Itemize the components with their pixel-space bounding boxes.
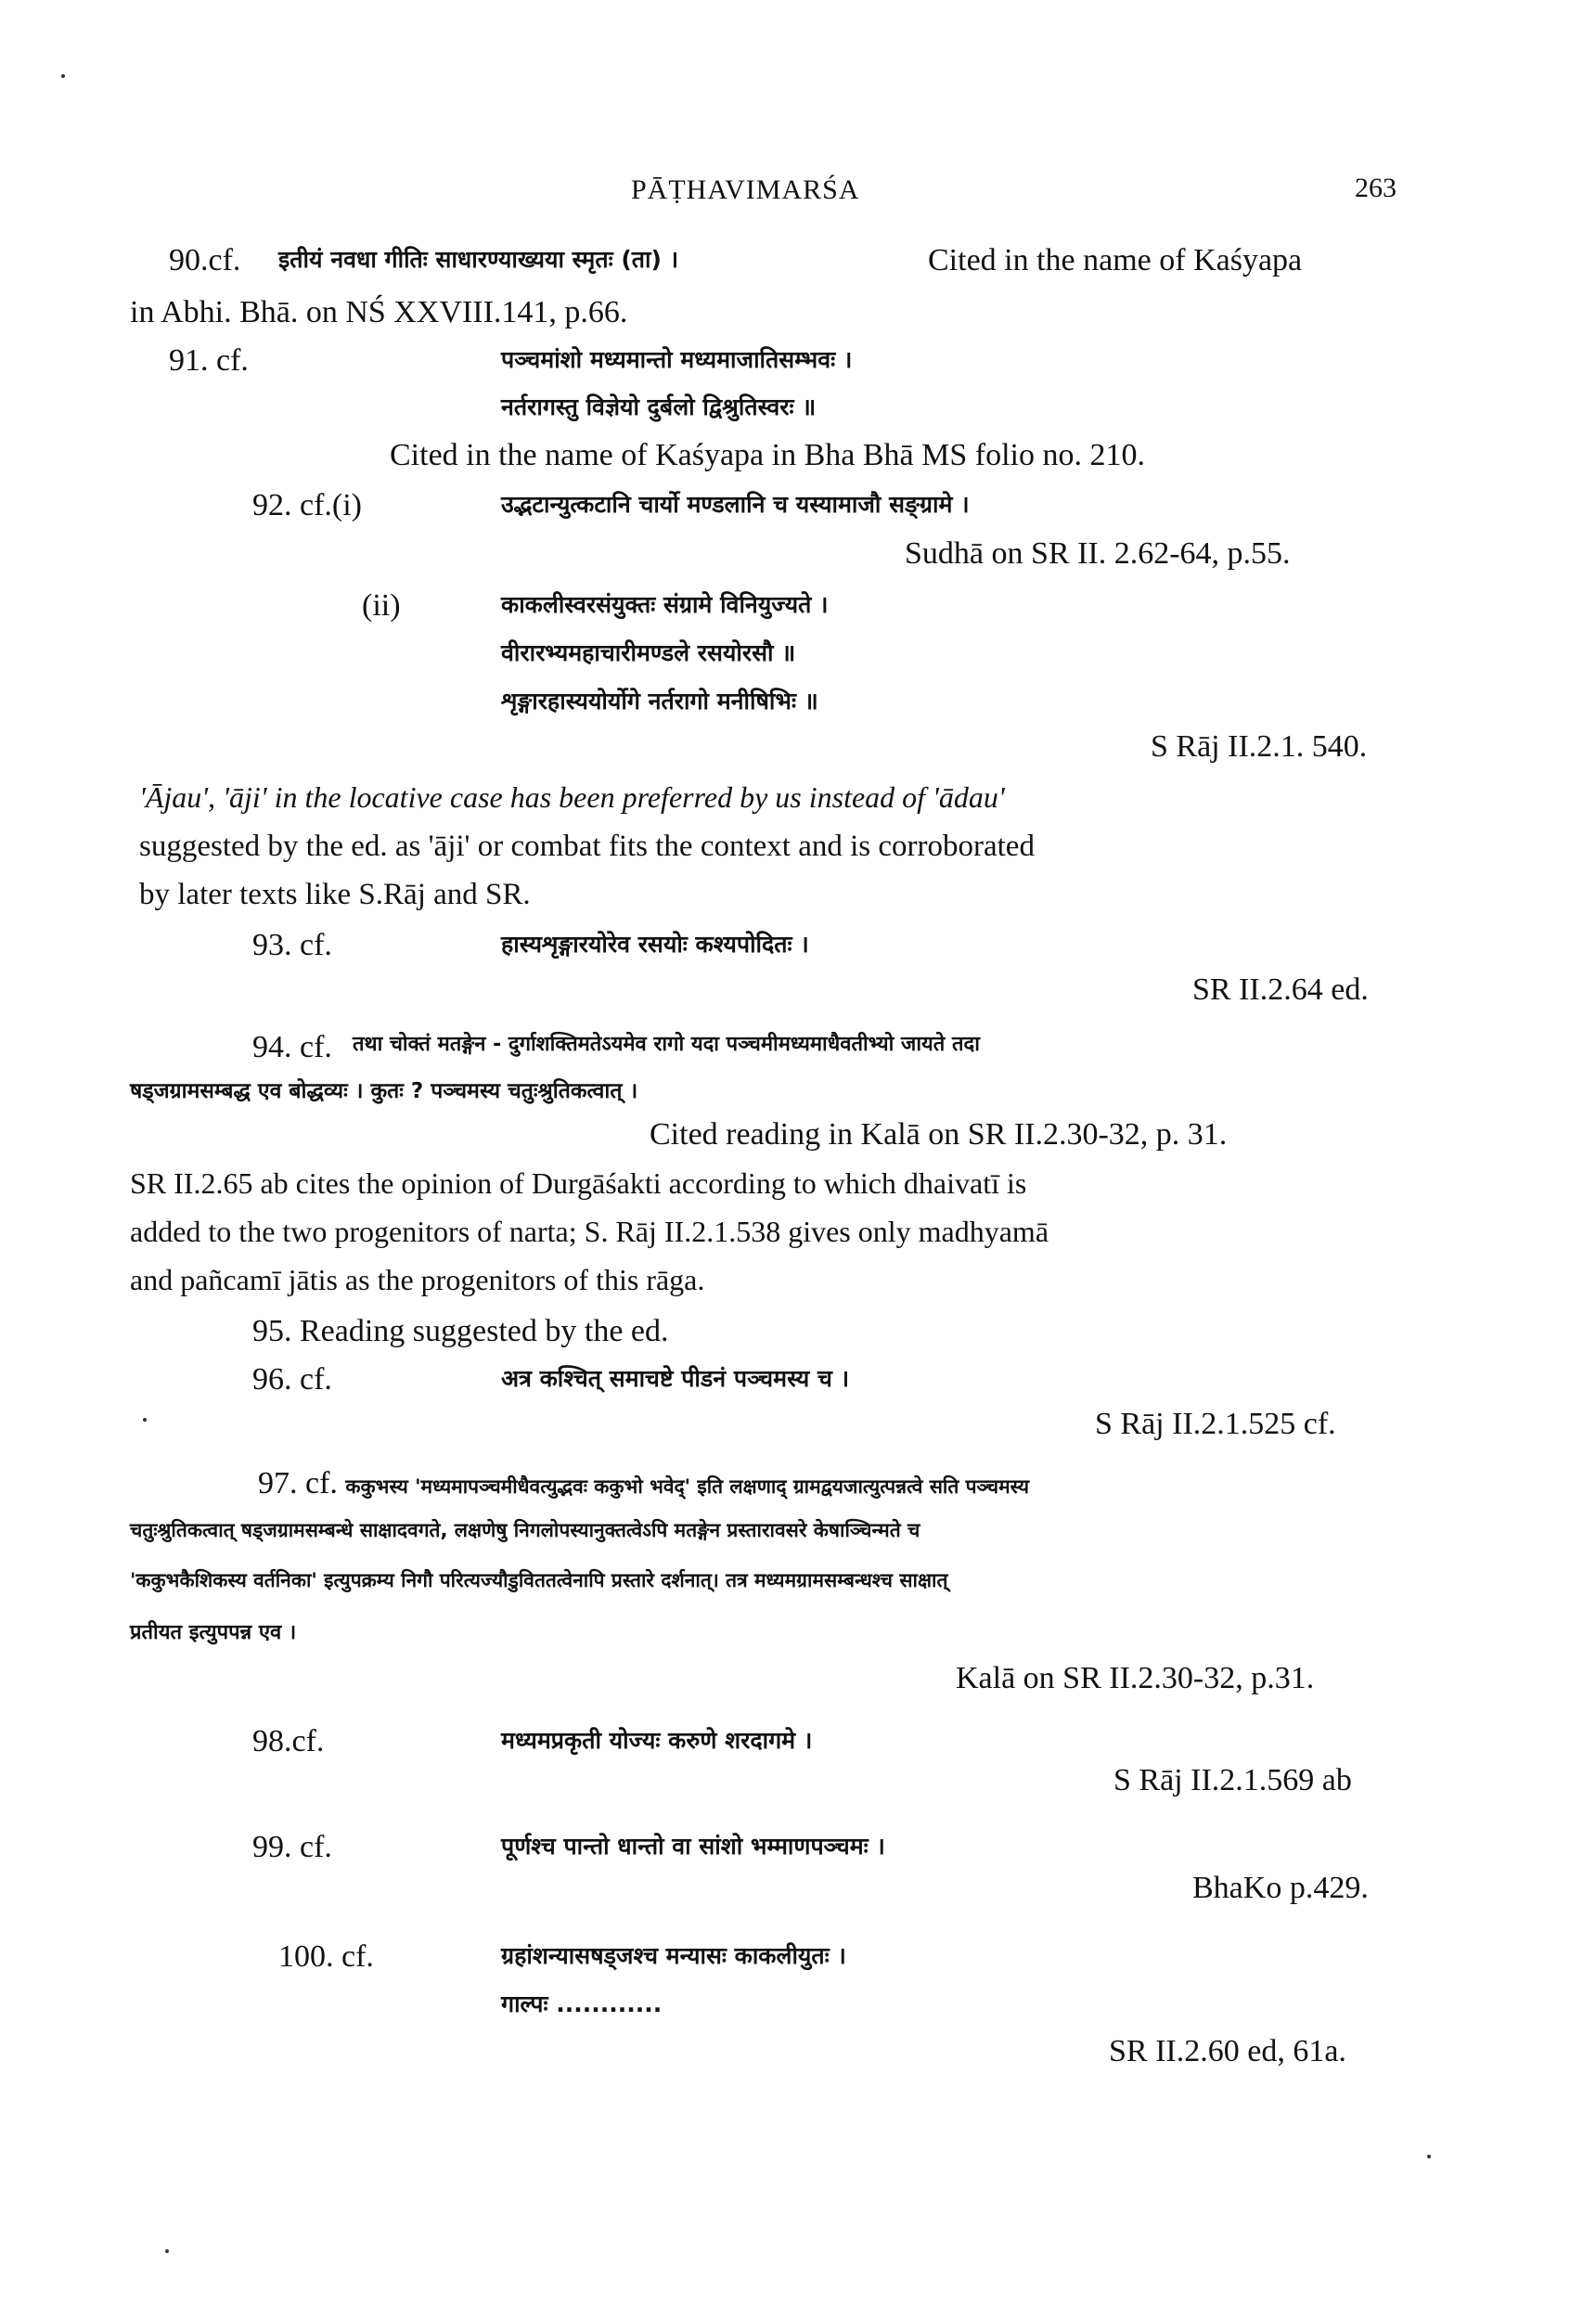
note-96-number: 96. cf. [252, 1362, 332, 1397]
note-92-sanskrit-ii-2: वीरारभ्यमहाचारीमण्डले रसयोरसौ ॥ [501, 639, 796, 666]
note-100-number: 100. cf. [278, 1939, 374, 1974]
note-98-source: S Rāj II.2.1.569 ab [1113, 1763, 1352, 1797]
note-97-source: Kalā on SR II.2.30-32, p.31. [956, 1661, 1315, 1695]
note-91-citation: Cited in the name of Kaśyapa in Bha Bhā MS folio no. 210. [390, 438, 1145, 472]
scan-speck [61, 74, 65, 78]
note-93-number: 93. cf. [252, 928, 332, 962]
note-91-sanskrit-2: नर्तरागस्तु विज्ञेयो दुर्बलो द्विश्रुतिस्वरः ॥ [501, 393, 817, 420]
note-93-sanskrit: हास्यशृङ्गारयोरेव रसयोः कश्यपोदितः । [501, 931, 809, 958]
scan-speck [165, 2249, 169, 2253]
note-96-sanskrit: अत्र कश्चित् समाचष्टे पीडनं पञ्चमस्य च । [501, 1365, 850, 1392]
note-94-sanskrit-1: तथा चोक्तं मतङ्गेन - दुर्गाशक्तिमतेऽयमेव रागो यदा पञ्चमीमध्यमाधैवतीभ्यो जायते तदा [353, 1033, 980, 1056]
scan-speck [143, 1418, 147, 1422]
note-97-sanskrit-1: ककुभस्य 'मध्यमापञ्चमीधैवत्युद्भवः ककुभो भवेद्' इति लक्षणाद् ग्रामद्वयजात्युत्पन्नत्वे सति पञ्चमस्य [345, 1475, 1030, 1498]
note-92-paragraph-1: 'Ājau', 'āji' in the locative case has been preferred by us instead of 'ādau' [139, 780, 1005, 814]
note-93-source: SR II.2.64 ed. [1192, 972, 1369, 1007]
note-92-sanskrit-ii-3: शृङ्गारहास्ययोर्योगे नर्तरागो मनीषिभिः ॥ [501, 688, 818, 715]
note-94-number: 94. cf. [252, 1030, 332, 1064]
note-96-source: S Rāj II.2.1.525 cf. [1095, 1407, 1336, 1441]
note-95-text: 95. Reading suggested by the ed. [252, 1314, 669, 1348]
note-99-sanskrit: पूर्णश्च पान्तो धान्तो वा सांशो भम्माणपञ्चमः । [501, 1833, 885, 1860]
note-92-sanskrit-ii-1: काकलीस्वरसंयुक्तः संग्रामे विनियुज्यते । [501, 591, 829, 618]
note-92-paragraph-2: suggested by the ed. as 'āji' or combat fits the context and is corroborated [139, 830, 1035, 863]
note-100-sanskrit-2: गाल्पः ............ [501, 1990, 663, 2017]
note-94-citation: Cited reading in Kalā on SR II.2.30-32, p. 31. [650, 1117, 1228, 1152]
scan-speck [1427, 2155, 1431, 2158]
note-91-sanskrit-1: पञ्चमांशो मध्यमान्तो मध्यमाजातिसम्भवः । [501, 346, 853, 373]
note-94-sanskrit-2: षड्जग्रामसम्बद्ध एव बोद्धव्यः । कुतः ? पञ्चमस्य चतुःश्रुतिकत्वात् । [130, 1079, 638, 1103]
page-number: 263 [1355, 173, 1396, 203]
note-92-source-ii: S Rāj II.2.1. 540. [1151, 729, 1368, 764]
running-header-title: PĀṬHAVIMARŚA [631, 174, 860, 205]
note-99-number: 99. cf. [252, 1830, 332, 1864]
note-100-source: SR II.2.60 ed, 61a. [1109, 2034, 1346, 2068]
note-90-sanskrit: इतीयं नवधा गीतिः साधारण्याख्यया स्मृतः (ता) । [278, 246, 679, 273]
note-97-sanskrit-3: 'ककुभकैशिकस्य वर्तनिका' इत्युपक्रम्य निगौ परित्यज्यौडुविततत्वेनापि प्रस्तारे दर्शनात्। तत्र मध्यमग्रामसम्बन्धश्च साक्षात् [130, 1569, 948, 1591]
note-94-paragraph-2: added to the two progenitors of narta; S. Rāj II.2.1.538 gives only madhyamā [130, 1215, 1049, 1248]
note-91-number: 91. cf. [169, 343, 249, 378]
note-98-sanskrit: मध्यमप्रकृती योज्यः करुणे शरदागमे । [501, 1727, 813, 1754]
note-92-number: 92. cf.(i) [252, 488, 363, 522]
note-98-number: 98.cf. [252, 1724, 325, 1758]
note-92-number-ii: (ii) [362, 588, 401, 623]
note-100-sanskrit-1: ग्रहांशन्यासषड्जश्च मन्यासः काकलीयुतः । [501, 1942, 846, 1969]
note-92-sanskrit-i: उद्भटान्युत्कटानि चार्यो मण्डलानि च यस्यामाजौ सङ्ग्रामे । [501, 491, 970, 518]
note-97-sanskrit-4: प्रतीयत इत्युपपन्न एव । [130, 1621, 297, 1644]
note-99-source: BhaKo p.429. [1192, 1871, 1369, 1905]
note-94-paragraph-3: and pañcamī jātis as the progenitors of this rāga. [130, 1263, 705, 1296]
note-90-number: 90.cf. [169, 243, 241, 277]
note-92-source-i: Sudhā on SR II. 2.62-64, p.55. [905, 536, 1291, 571]
note-97-line-1 [258, 1466, 1029, 1500]
note-97-sanskrit-2: चतुःश्रुतिकत्वात् षड्जग्रामसम्बन्धे साक्षादवगते, लक्षणेषु निगलोपस्यानुक्तत्वेऽपि मतङ्गेन प्रस्तारावसरे केषाञ्चिन्मते च [130, 1519, 920, 1541]
note-90-source: in Abhi. Bhā. on NŚ XXVIII.141, p.66. [130, 295, 628, 329]
note-92-paragraph-3: by later texts like S.Rāj and SR. [139, 878, 531, 911]
note-90-citation: Cited in the name of Kaśyapa [928, 243, 1303, 277]
note-94-paragraph-1: SR II.2.65 ab cites the opinion of Durgāśakti according to which dhaivatī is [130, 1166, 1027, 1200]
note-97-number-prefix: 97. cf. [258, 1466, 346, 1500]
